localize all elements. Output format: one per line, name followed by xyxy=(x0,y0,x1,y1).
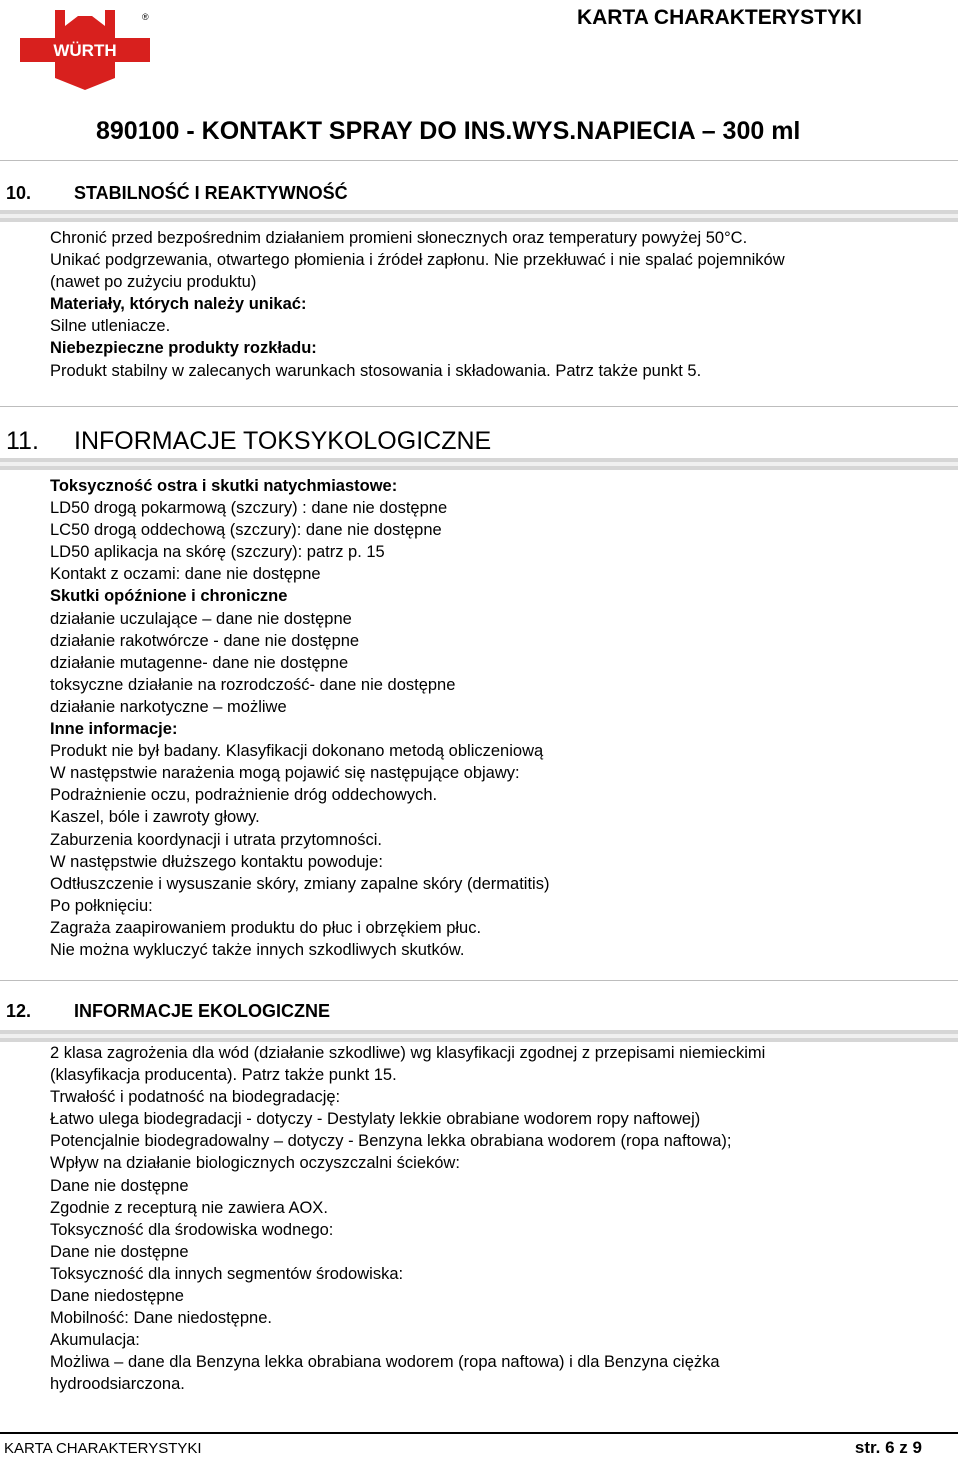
section-title: INFORMACJE TOKSYKOLOGICZNE xyxy=(74,427,492,455)
subheading: Skutki opóźnione i chroniczne xyxy=(50,587,288,606)
text-line: Produkt stabilny w zalecanych warunkach stosowania i składowania. Patrz także punkt 5. xyxy=(50,361,702,380)
section-number: 12. xyxy=(6,1001,32,1021)
text-line: Zgodnie z recepturą nie zawiera AOX. xyxy=(50,1198,328,1217)
text-line: (nawet po zużyciu produktu) xyxy=(50,273,257,292)
text-line: LC50 drogą oddechową (szczury): dane nie dostępne xyxy=(50,521,442,540)
text-line: Dane niedostępne xyxy=(50,1287,184,1306)
text-line: Zaburzenia koordynacji i utrata przytomności. xyxy=(50,830,382,849)
document-type: KARTA CHARAKTERYSTYKI xyxy=(576,6,862,29)
text-line: Toksyczność dla środowiska wodnego: xyxy=(50,1220,334,1239)
subheading: Materiały, których należy unikać: xyxy=(50,295,307,314)
section-title: STABILNOŚĆ I REAKTYWNOŚĆ xyxy=(74,183,348,203)
text-line: W następstwie dłuższego kontaktu powoduje: xyxy=(50,852,383,871)
text-line: Trwałość i podatność na biodegradację: xyxy=(50,1088,341,1107)
section-12-header xyxy=(0,980,958,1021)
text-line: Łatwo ulega biodegradacji - dotyczy - Destylaty lekkie obrabiane wodorem ropy naftowej) xyxy=(50,1110,701,1129)
text-line: działanie mutagenne- dane nie dostępne xyxy=(50,653,349,672)
text-line: hydroodsiarczona. xyxy=(50,1375,185,1394)
text-line: Produkt nie był badany. Klasyfikacji dokonano metodą obliczeniową xyxy=(50,742,544,761)
page-number: str. 6 z 9 xyxy=(854,1438,922,1457)
subheading: Toksyczność ostra i skutki natychmiastowe: xyxy=(50,477,398,495)
text-line: Mobilność: Dane niedostępne. xyxy=(50,1309,272,1328)
section-divider xyxy=(0,1030,958,1042)
text-line: Nie można wykluczyć także innych szkodliwych skutków. xyxy=(50,940,465,959)
text-line: Możliwa – dane dla Benzyna lekka obrabiana wodorem (ropa naftowa) i dla Benzyna ciężka xyxy=(50,1353,720,1372)
text-line: Unikać podgrzewania, otwartego płomienia i źródeł zapłonu. Nie przekłuwać i nie spalać pojemników xyxy=(50,251,785,270)
subheading: Inne informacje: xyxy=(50,720,178,739)
section-12-body xyxy=(50,1042,765,1396)
text-line: Chronić przed bezpośrednim działaniem promieni słonecznych oraz temperatury powyżej 50°C. xyxy=(50,229,748,247)
text-line: Wpływ na działanie biologicznych oczyszczalni ścieków: xyxy=(50,1154,460,1173)
text-line: Dane nie dostępne xyxy=(50,1176,189,1195)
text-line: Po połknięciu: xyxy=(50,896,153,915)
text-line: LD50 aplikacja na skórę (szczury): patrz p. 15 xyxy=(50,543,385,562)
section-number: 10. xyxy=(6,183,32,203)
text-line: Odtłuszczenie i wysuszanie skóry, zmiany zapalne skóry (dermatitis) xyxy=(50,874,550,893)
section-title: INFORMACJE EKOLOGICZNE xyxy=(74,1001,331,1021)
section-11-header xyxy=(0,406,958,455)
section-11-body xyxy=(50,475,549,961)
footer-doc-type: KARTA CHARAKTERYSTYKI xyxy=(4,1440,202,1457)
text-line: W następstwie narażenia mogą pojawić się następujące objawy: xyxy=(50,764,520,783)
text-line: (klasyfikacja producenta). Patrz także punkt 15. xyxy=(50,1066,397,1085)
section-divider xyxy=(0,210,958,222)
section-10-header xyxy=(0,160,958,203)
text-line: działanie rakotwórcze - dane nie dostępne xyxy=(50,631,360,650)
text-line: Podrażnienie oczu, podrażnienie dróg oddechowych. xyxy=(50,786,438,805)
logo-text: WÜRTH xyxy=(53,41,117,60)
section-number: 11. xyxy=(6,427,39,455)
subheading: Niebezpieczne produkty rozkładu: xyxy=(50,339,317,358)
section-10-body xyxy=(50,227,785,382)
text-line: Toksyczność dla innych segmentów środowiska: xyxy=(50,1264,404,1283)
text-line: 2 klasa zagrożenia dla wód (działanie szkodliwe) wg klasyfikacji zgodnej z przepisami niemieckimi xyxy=(50,1044,766,1062)
wurth-logo xyxy=(20,8,150,92)
text-line: Kontakt z oczami: dane nie dostępne xyxy=(50,565,321,584)
text-line: działanie narkotyczne – możliwe xyxy=(50,697,287,716)
text-line: toksyczne działanie na rozrodczość- dane nie dostępne xyxy=(50,675,456,694)
text-line: Zagraża zaapirowaniem produktu do płuc i obrzękiem płuc. xyxy=(50,918,482,937)
product-title: 890100 - KONTAKT SPRAY DO INS.WYS.NAPIECIA – 300 ml xyxy=(96,117,801,145)
text-line: Kaszel, bóle i zawroty głowy. xyxy=(50,808,260,827)
text-line: Silne utleniacze. xyxy=(50,317,171,336)
text-line: Potencjalnie biodegradowalny – dotyczy - Benzyna lekka obrabiana wodorem (ropa naftowa); xyxy=(50,1132,732,1151)
text-line: Akumulacja: xyxy=(50,1331,140,1350)
text-line: działanie uczulające – dane nie dostępne xyxy=(50,609,352,628)
text-line: LD50 drogą pokarmową (szczury) : dane nie dostępne xyxy=(50,499,448,518)
text-line: Dane nie dostępne xyxy=(50,1242,189,1261)
footer-rule xyxy=(0,1432,958,1434)
section-divider xyxy=(0,458,958,470)
svg-text:®: ® xyxy=(142,12,149,22)
